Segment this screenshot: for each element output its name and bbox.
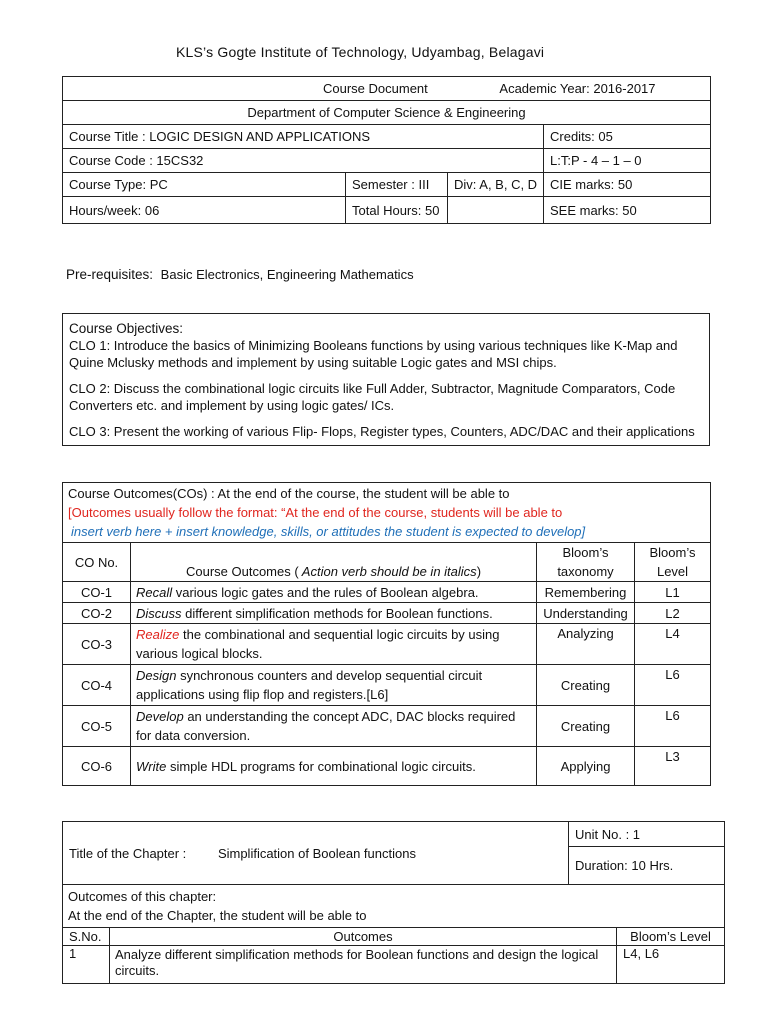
prerequisites xyxy=(66,267,414,282)
co-taxonomy: Understanding xyxy=(537,603,635,624)
co-verb: Discuss xyxy=(136,605,182,621)
unit-number: Unit No. : 1 xyxy=(569,822,725,847)
division: Div: A, B, C, D xyxy=(448,173,544,197)
course-type: Course Type: PC xyxy=(63,173,346,197)
prerequisites-label: Pre-requisites: xyxy=(66,267,154,282)
co-level: L6 xyxy=(635,665,711,706)
table-row xyxy=(63,706,711,747)
co-text xyxy=(131,624,537,665)
academic-year: Academic Year: 2016-2017 xyxy=(499,81,656,96)
total-hours: Total Hours: 50 xyxy=(346,197,448,224)
department-name: Department of Computer Science & Engineering xyxy=(63,101,711,125)
chapter-outcomes-heading: Outcomes of this chapter: xyxy=(68,889,217,904)
co-number: CO-4 xyxy=(63,665,131,706)
col-blooms-level xyxy=(635,543,711,582)
chapter-title-label: Title of the Chapter : xyxy=(69,845,187,861)
co-number: CO-3 xyxy=(63,624,131,665)
prerequisites-value: Basic Electronics, Engineering Mathematics xyxy=(160,267,414,282)
col-course-outcomes xyxy=(131,543,537,582)
chapter-outcomes-intro: At the end of the Chapter, the student will be able to xyxy=(68,908,367,923)
course-objectives-box xyxy=(62,313,710,446)
co-level: L2 xyxy=(635,603,711,624)
co-number: CO-6 xyxy=(63,747,131,786)
co-verb: Realize xyxy=(136,627,180,642)
co-taxonomy: Creating xyxy=(537,706,635,747)
clo-1: CLO 1: Introduce the basics of Minimizing Booleans functions by using various techniques like K-Map and Quine Mclusky methods and implement by using suitable Logic gates and MSI chips. xyxy=(69,338,678,370)
course-outcomes-table xyxy=(62,482,711,786)
empty-cell xyxy=(448,197,544,224)
course-code: Course Code : 15CS32 xyxy=(63,149,544,173)
see-marks: SEE marks: 50 xyxy=(544,197,711,224)
table-row xyxy=(63,665,711,706)
chapter-row-sno: 1 xyxy=(63,946,110,984)
co-level: L3 xyxy=(635,747,711,786)
co-rest: different simplification methods for Boolean functions. xyxy=(181,605,493,621)
chapter-title-cell xyxy=(63,822,569,885)
co-verb: Design xyxy=(136,668,177,683)
co-level: L4 xyxy=(635,624,711,665)
outcomes-format-line-2: insert verb here + insert knowledge, skills, or attitudes the student is expected to develop] xyxy=(71,524,586,539)
co-rest: simple HDL programs for combinational logic circuits. xyxy=(166,758,476,774)
co-level: L6 xyxy=(635,706,711,747)
table-row xyxy=(63,582,711,603)
chapter-title-value: Simplification of Boolean functions xyxy=(217,845,416,861)
co-text xyxy=(131,706,537,747)
chapter-table xyxy=(62,821,725,984)
clo-2: CLO 2: Discuss the combinational logic circuits like Full Adder, Subtractor, Magnitude Comparators, Code Converters etc. and implement by using logic gates/ ICs. xyxy=(69,381,676,413)
col-blooms-taxonomy xyxy=(537,543,635,582)
objectives-title: Course Objectives: xyxy=(69,321,184,336)
hours-week: Hours/week: 06 xyxy=(63,197,346,224)
co-number: CO-2 xyxy=(63,603,131,624)
co-verb: Develop xyxy=(136,709,184,724)
institute-header: KLS’s Gogte Institute of Technology, Udyambag, Belagavi xyxy=(176,44,545,60)
co-taxonomy: Remembering xyxy=(537,582,635,603)
co-text xyxy=(131,582,537,603)
co-level: L1 xyxy=(635,582,711,603)
table-row xyxy=(63,624,711,665)
col-bloom-level: Bloom’s Level xyxy=(617,928,725,946)
cie-marks: CIE marks: 50 xyxy=(544,173,711,197)
co-verb: Write xyxy=(136,758,167,774)
col-lvl-line2: Level xyxy=(656,564,689,579)
chapter-outcomes-cell xyxy=(63,885,725,928)
co-rest: various logic gates and the rules of Boolean algebra. xyxy=(172,584,479,600)
col-outcomes-text: Course Outcomes ( xyxy=(185,564,299,579)
course-document-label: Course Document xyxy=(323,81,428,96)
course-title: Course Title : LOGIC DESIGN AND APPLICATIONS xyxy=(63,125,544,149)
co-number: CO-5 xyxy=(63,706,131,747)
col-tax-line1: Bloom’s xyxy=(562,545,609,560)
col-tax-line2: taxonomy xyxy=(557,564,614,579)
co-rest: the combinational and sequential logic circuits by using various logical blocks. xyxy=(136,627,500,661)
co-taxonomy: Analyzing xyxy=(537,624,635,665)
table-row xyxy=(63,603,711,624)
col-outcomes-end: ) xyxy=(476,564,482,579)
outcomes-intro: Course Outcomes(COs) : At the end of the course, the student will be able to xyxy=(68,486,510,501)
ltp: L:T:P - 4 – 1 – 0 xyxy=(544,149,711,173)
outcomes-format-line-1: [Outcomes usually follow the format: “At the end of the course, students will be able to xyxy=(68,505,563,520)
course-info-table xyxy=(62,76,711,224)
col-lvl-line1: Bloom’s xyxy=(649,545,696,560)
chapter-row-outcome: Analyze different simplification methods for Boolean functions and design the logical circuits. xyxy=(110,946,617,984)
col-outcomes: Outcomes xyxy=(110,928,617,946)
col-outcomes-italic: Action verb should be in italics xyxy=(298,564,477,579)
co-taxonomy: Applying xyxy=(537,747,635,786)
table-row xyxy=(63,946,725,984)
clo-3: CLO 3: Present the working of various Flip- Flops, Register types, Counters, ADC/DAC and their applications xyxy=(69,424,695,439)
co-text xyxy=(131,747,537,786)
chapter-row-bloom: L4, L6 xyxy=(617,946,725,984)
co-text xyxy=(131,665,537,706)
credits: Credits: 05 xyxy=(544,125,711,149)
semester: Semester : III xyxy=(346,173,448,197)
co-text xyxy=(131,603,537,624)
co-rest: synchronous counters and develop sequential circuit applications using flip flop and registers.[L6] xyxy=(136,668,483,702)
co-verb: Recall xyxy=(136,584,173,600)
co-number: CO-1 xyxy=(63,582,131,603)
table-row xyxy=(63,747,711,786)
duration: Duration: 10 Hrs. xyxy=(569,847,725,885)
co-rest: an understanding the concept ADC, DAC blocks required for data conversion. xyxy=(136,709,516,743)
col-co-no: CO No. xyxy=(63,543,131,582)
co-taxonomy: Creating xyxy=(537,665,635,706)
col-sno: S.No. xyxy=(63,928,110,946)
